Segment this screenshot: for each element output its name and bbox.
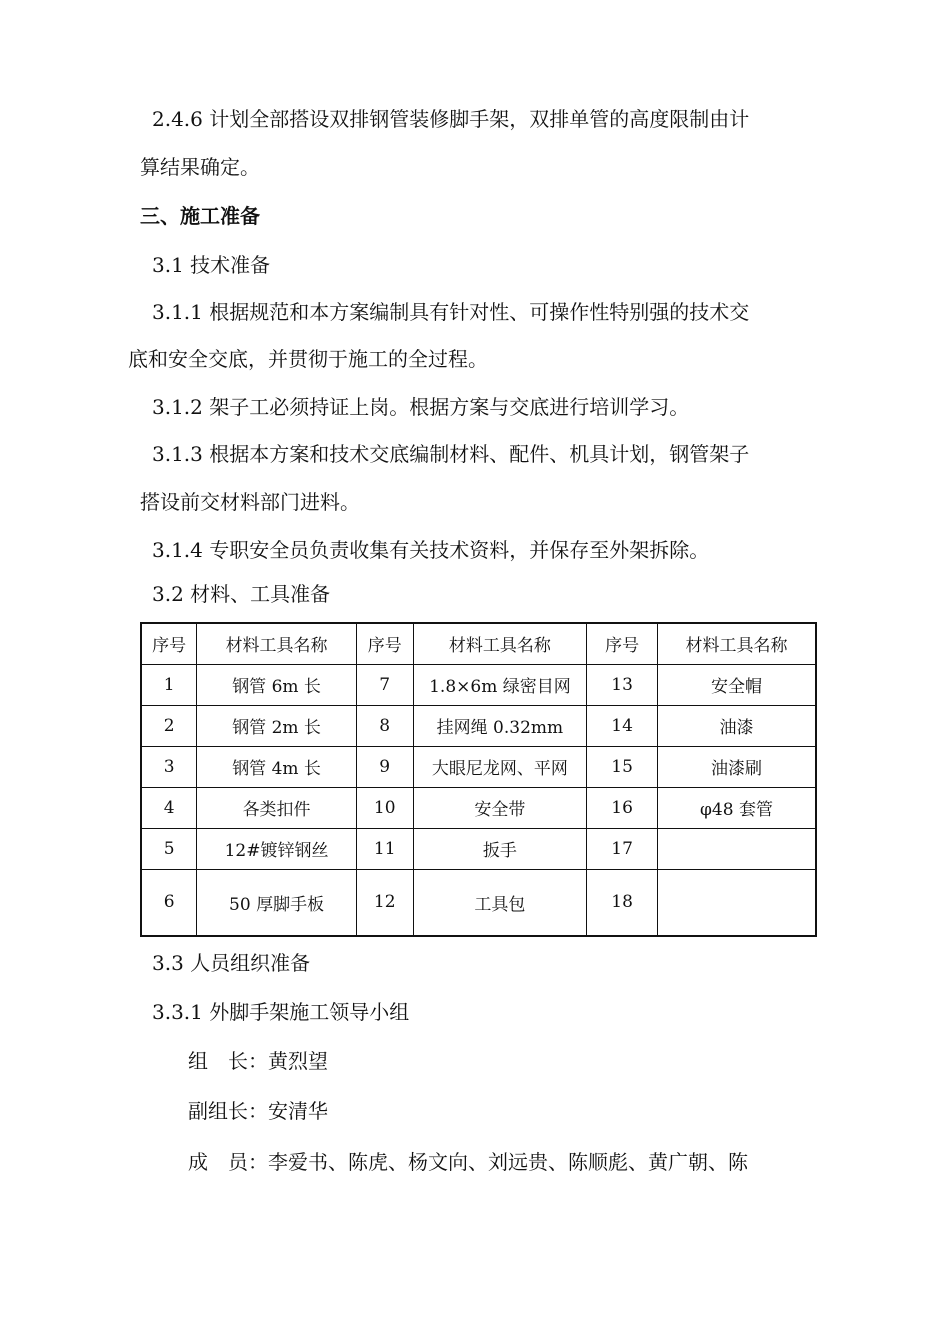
table-cell: 5 <box>141 828 197 869</box>
table-cell: 12#镀锌钢丝 <box>197 828 356 869</box>
table-row <box>141 869 816 936</box>
table-cell: 油漆 <box>657 705 816 746</box>
table-cell: 1.8×6m 绿密目网 <box>413 664 587 705</box>
table-cell: 18 <box>587 869 658 936</box>
table-cell: 10 <box>356 787 413 828</box>
table-row <box>141 746 816 787</box>
table-cell: 7 <box>356 664 413 705</box>
table-cell: 挂网绳 0.32mm <box>413 705 587 746</box>
table-cell: 2 <box>141 705 197 746</box>
table-cell: 1 <box>141 664 197 705</box>
paragraph-3-1-3-line1: 3.1.3 根据本方案和技术交底编制材料、配件、机具计划，钢管架子 <box>152 442 750 466</box>
table-cell: 扳手 <box>413 828 587 869</box>
table-cell: 12 <box>356 869 413 936</box>
paragraph-3-1-3-line2: 搭设前交材料部门进料。 <box>140 490 360 514</box>
section-3-heading: 三、施工准备 <box>140 204 260 228</box>
table-cell: 钢管 6m 长 <box>197 664 356 705</box>
table-row <box>141 705 816 746</box>
team-leader: 组 长：黄烈望 <box>188 1049 328 1073</box>
header-cell: 序号 <box>356 623 413 664</box>
paragraph-3-1-1-line2: 底和安全交底，并贯彻于施工的全过程。 <box>128 347 488 371</box>
table-row <box>141 664 816 705</box>
paragraph-2-4-6-line2: 算结果确定。 <box>140 155 260 179</box>
table-row <box>141 787 816 828</box>
table-cell: 15 <box>587 746 658 787</box>
header-cell: 材料工具名称 <box>657 623 816 664</box>
section-3-2-heading: 3.2 材料、工具准备 <box>152 582 331 606</box>
table-cell: 11 <box>356 828 413 869</box>
table-cell <box>657 828 816 869</box>
table-cell: 14 <box>587 705 658 746</box>
paragraph-3-1-1-line1: 3.1.1 根据规范和本方案编制具有针对性、可操作性特别强的技术交 <box>152 300 750 324</box>
table-header-row <box>141 623 816 664</box>
table-cell: 6 <box>141 869 197 936</box>
table-cell: φ48 套管 <box>657 787 816 828</box>
table-cell: 16 <box>587 787 658 828</box>
table-cell: 9 <box>356 746 413 787</box>
table-cell: 钢管 4m 长 <box>197 746 356 787</box>
table-cell: 3 <box>141 746 197 787</box>
table-cell: 8 <box>356 705 413 746</box>
table-cell: 安全帽 <box>657 664 816 705</box>
section-3-3-heading: 3.3 人员组织准备 <box>152 951 311 975</box>
header-cell: 材料工具名称 <box>413 623 587 664</box>
header-cell: 序号 <box>587 623 658 664</box>
paragraph-2-4-6-line1: 2.4.6 计划全部搭设双排钢管装修脚手架，双排单管的高度限制由计 <box>152 107 750 131</box>
deputy-leader: 副组长：安清华 <box>188 1099 328 1123</box>
table-cell: 4 <box>141 787 197 828</box>
table-cell: 17 <box>587 828 658 869</box>
header-cell: 序号 <box>141 623 197 664</box>
table-cell: 大眼尼龙网、平网 <box>413 746 587 787</box>
materials-tools-table <box>140 622 817 937</box>
table-cell: 50 厚脚手板 <box>197 869 356 936</box>
table-row <box>141 828 816 869</box>
paragraph-3-1-2: 3.1.2 架子工必须持证上岗。根据方案与交底进行培训学习。 <box>152 395 690 419</box>
table-cell: 工具包 <box>413 869 587 936</box>
table-cell: 安全带 <box>413 787 587 828</box>
paragraph-3-1-4: 3.1.4 专职安全员负责收集有关技术资料，并保存至外架拆除。 <box>152 538 710 562</box>
table-cell: 钢管 2m 长 <box>197 705 356 746</box>
table-cell: 各类扣件 <box>197 787 356 828</box>
section-3-3-1-heading: 3.3.1 外脚手架施工领导小组 <box>152 1000 410 1024</box>
section-3-1-heading: 3.1 技术准备 <box>152 253 271 277</box>
table-cell: 油漆刷 <box>657 746 816 787</box>
header-cell: 材料工具名称 <box>197 623 356 664</box>
table-cell <box>657 869 816 936</box>
team-members: 成 员：李爱书、陈虎、杨文向、刘远贵、陈顺彪、黄广朝、陈 <box>188 1150 748 1174</box>
table-cell: 13 <box>587 664 658 705</box>
